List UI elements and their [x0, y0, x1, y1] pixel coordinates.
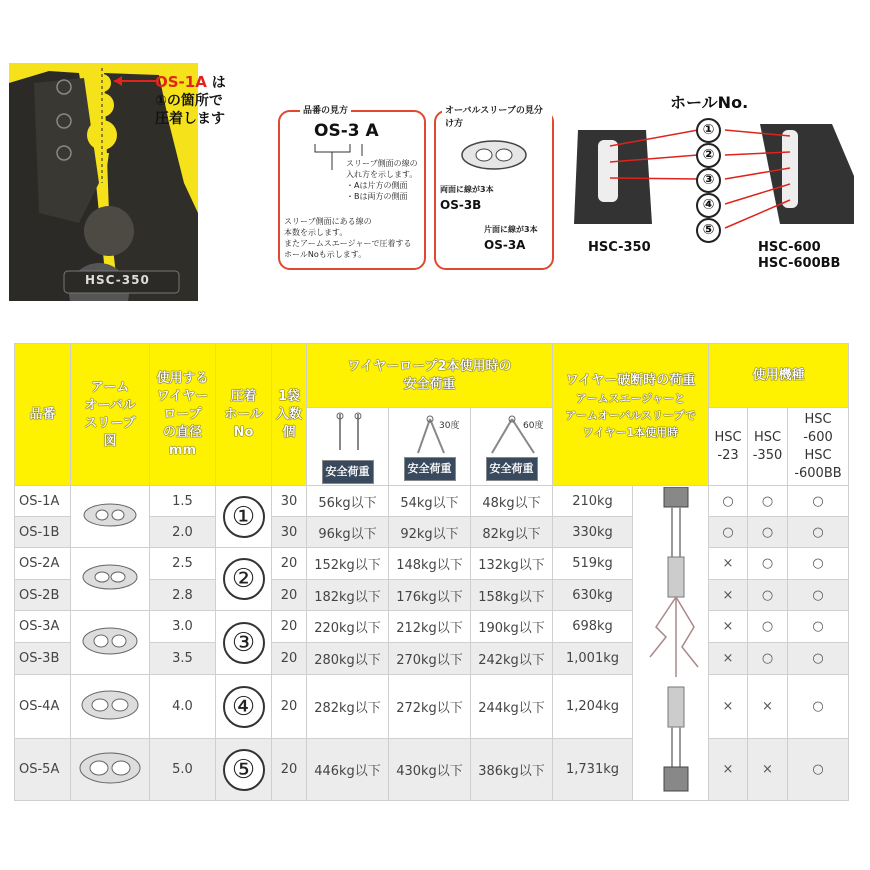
row-load-60: 244kg以下: [471, 675, 553, 739]
row-load-0: 446kg以下: [307, 739, 389, 801]
row-machine-3: ○: [788, 611, 849, 643]
oval-sleeve-icon: [78, 561, 142, 593]
row-machine-2: ○: [748, 580, 788, 611]
table-row: [15, 486, 849, 517]
hole-cell: [216, 739, 272, 801]
header-line: No: [233, 424, 254, 440]
header-line: 個: [282, 424, 296, 440]
header-line: 圧着: [230, 388, 257, 404]
row-name: OS-2B: [15, 580, 71, 611]
header-subline: アームスエージャーと: [575, 392, 686, 405]
row-break-load: 630kg: [553, 580, 633, 611]
header-line: ワイヤー破断時の荷重: [565, 373, 696, 388]
safe-load-badge: 安全荷重: [486, 457, 538, 481]
row-load-0: 282kg以下: [307, 675, 389, 739]
header-line: ワイヤーロープ2本使用時の: [347, 358, 512, 374]
angle-30-label: 30度: [439, 420, 460, 431]
row-machine-3: ○: [788, 548, 849, 580]
sleeve-figure: [71, 739, 150, 801]
row-diameter: 2.8: [150, 580, 216, 611]
angle-60-label: 60度: [523, 420, 544, 431]
hole-diagram-title: ホールNo.: [670, 93, 749, 112]
wire-rope-icon: [636, 487, 706, 795]
header-machine-1: [709, 408, 748, 486]
row-name: OS-1B: [15, 517, 71, 548]
header-safe-load: [307, 344, 553, 408]
code-base: OS-3: [314, 121, 360, 141]
sleeve-icon: [454, 130, 534, 180]
row-diameter: 5.0: [150, 739, 216, 801]
hole-number-2: ②: [696, 143, 721, 168]
single-side-code: OS-3A: [484, 238, 526, 252]
spec-table: [14, 343, 849, 801]
row-machine-3: ○: [788, 580, 849, 611]
row-name: OS-1A: [15, 486, 71, 517]
header-line: スリーブ: [84, 415, 136, 431]
safe-load-badge: 安全荷重: [322, 460, 374, 484]
row-machine-1: ×: [709, 580, 748, 611]
hole-number: ②: [223, 558, 265, 600]
row-load-60: 386kg以下: [471, 739, 553, 801]
table-row: [15, 739, 849, 801]
row-qty: 20: [272, 643, 307, 675]
row-load-60: 82kg以下: [471, 517, 553, 548]
row-machine-2: ○: [748, 548, 788, 580]
row-qty: 20: [272, 675, 307, 739]
header-line: HSC: [714, 429, 742, 445]
header-name: 品番: [15, 344, 71, 486]
hole-number-1: ①: [696, 118, 721, 143]
note-right-line: ・Bは両方の側面: [346, 192, 408, 201]
header-line: mm: [168, 442, 197, 458]
header-subline: ワイヤー1本使用時: [582, 426, 679, 439]
header-machine-2: [748, 408, 788, 486]
photo-callout: [155, 73, 250, 128]
hole-number: ⑤: [223, 749, 265, 791]
hole-number: ③: [223, 622, 265, 664]
row-load-0: 56kg以下: [307, 486, 389, 517]
row-load-30: 430kg以下: [389, 739, 471, 801]
row-break-load: 210kg: [553, 486, 633, 517]
hole-number: ④: [223, 686, 265, 728]
oval-sleeve-icon: [77, 687, 143, 723]
product-note-bottom: [284, 216, 424, 260]
row-load-0: 220kg以下: [307, 611, 389, 643]
row-machine-3: ○: [788, 643, 849, 675]
header-break-load: [553, 344, 709, 486]
hole-diagram: [570, 86, 860, 276]
row-load-0: 182kg以下: [307, 580, 389, 611]
header-machines: 使用機種: [709, 344, 849, 408]
row-break-load: 698kg: [553, 611, 633, 643]
row-load-30: 212kg以下: [389, 611, 471, 643]
row-machine-3: ○: [788, 486, 849, 517]
callout-code: OS-1A: [155, 73, 207, 91]
row-name: OS-3A: [15, 611, 71, 643]
hole-number: ①: [223, 496, 265, 538]
row-name: OS-3B: [15, 643, 71, 675]
row-machine-3: ○: [788, 517, 849, 548]
header-line: -350: [752, 447, 783, 463]
header-line: ロープ: [163, 406, 202, 422]
row-load-30: 148kg以下: [389, 548, 471, 580]
row-load-60: 242kg以下: [471, 643, 553, 675]
sleeve-figure: [71, 611, 150, 675]
header-line: -23: [717, 447, 739, 463]
load-figure-vertical: [307, 408, 389, 486]
row-load-0: 96kg以下: [307, 517, 389, 548]
header-qty: [272, 344, 307, 486]
row-machine-2: ○: [748, 517, 788, 548]
header-line: ホール: [224, 406, 263, 422]
header-line: オーバル: [84, 397, 136, 413]
header-sleeve-figure: [71, 344, 150, 486]
product-code-guide: [278, 106, 426, 270]
row-qty: 30: [272, 486, 307, 517]
single-side-label: 片面に線が3本: [484, 225, 538, 234]
row-machine-1: ×: [709, 675, 748, 739]
row-diameter: 4.0: [150, 675, 216, 739]
row-break-load: 1,731kg: [553, 739, 633, 801]
note-right-line: ・Aは片方の側面: [346, 181, 408, 190]
header-line: ワイヤー: [156, 388, 209, 404]
row-load-60: 132kg以下: [471, 548, 553, 580]
sleeve-figure: [71, 675, 150, 739]
row-load-30: 272kg以下: [389, 675, 471, 739]
row-machine-1: ○: [709, 517, 748, 548]
hole-cell: [216, 611, 272, 675]
oval-sleeve-icon: [76, 749, 144, 787]
row-machine-2: ○: [748, 643, 788, 675]
header-line: アーム: [90, 379, 130, 395]
row-machine-1: ×: [709, 548, 748, 580]
hole-cell: [216, 675, 272, 739]
row-load-30: 54kg以下: [389, 486, 471, 517]
callout-line2: ①の箇所で: [155, 93, 223, 109]
row-qty: 20: [272, 580, 307, 611]
vertical-sling-icon: [318, 410, 378, 454]
hole-number-3: ③: [696, 168, 721, 193]
row-break-load: 519kg: [553, 548, 633, 580]
row-break-load: 330kg: [553, 517, 633, 548]
row-machine-1: ○: [709, 486, 748, 517]
row-machine-2: ○: [748, 486, 788, 517]
both-sides-code: OS-3B: [440, 198, 482, 212]
oval-sleeve-icon: [78, 500, 142, 530]
header-machine-3: [788, 408, 849, 486]
tool-marking: HSC-350: [85, 273, 150, 287]
note-bottom-line: またアームスエージャーで圧着する: [284, 239, 412, 248]
code-letter: A: [365, 121, 379, 141]
row-break-load: 1,204kg: [553, 675, 633, 739]
row-qty: 20: [272, 739, 307, 801]
row-diameter: 3.0: [150, 611, 216, 643]
header-line: HSC: [753, 429, 782, 445]
row-break-load: 1,001kg: [553, 643, 633, 675]
table-row: [15, 548, 849, 580]
row-name: OS-2A: [15, 548, 71, 580]
row-diameter: 2.5: [150, 548, 216, 580]
row-machine-1: ×: [709, 611, 748, 643]
header-diameter: [150, 344, 216, 486]
header-line: 1袋: [277, 388, 301, 404]
row-machine-1: ×: [709, 739, 748, 801]
hole-cell: [216, 486, 272, 548]
row-load-0: 280kg以下: [307, 643, 389, 675]
safe-load-badge: 安全荷重: [404, 457, 456, 481]
header-line: -600BB: [794, 465, 842, 481]
oval-sleeve-icon: [78, 624, 142, 658]
row-load-0: 152kg以下: [307, 548, 389, 580]
row-diameter: 1.5: [150, 486, 216, 517]
sleeve-figure: [71, 486, 150, 548]
note-bottom-line: スリーブ側面にある線の: [284, 217, 372, 226]
row-load-60: 48kg以下: [471, 486, 553, 517]
header-line: -600: [803, 429, 833, 445]
row-load-30: 270kg以下: [389, 643, 471, 675]
row-diameter: 2.0: [150, 517, 216, 548]
row-qty: 20: [272, 548, 307, 580]
header-line: HSC: [804, 447, 832, 463]
table-row: [15, 675, 849, 739]
load-figure-30: [389, 408, 471, 486]
row-machine-3: ○: [788, 675, 849, 739]
row-load-60: 190kg以下: [471, 611, 553, 643]
row-diameter: 3.5: [150, 643, 216, 675]
sleeve-figure: [71, 548, 150, 611]
hole-cell: [216, 548, 272, 611]
row-machine-2: ×: [748, 675, 788, 739]
product-note-right: [346, 158, 424, 202]
callout-line3: 圧着します: [155, 111, 225, 127]
row-qty: 30: [272, 517, 307, 548]
note-bottom-line: ホールNoも示します。: [284, 250, 367, 259]
row-machine-1: ×: [709, 643, 748, 675]
header-line: の直径: [162, 424, 202, 440]
hole-number-4: ④: [696, 193, 721, 218]
sleeve-guide-title: オーバルスリーブの見分け方: [442, 103, 552, 129]
header-subline: アームオーバルスリーブで: [565, 409, 696, 422]
header-line: HSC: [804, 411, 832, 427]
row-machine-3: ○: [788, 739, 849, 801]
row-load-60: 158kg以下: [471, 580, 553, 611]
callout-suffix: は: [211, 75, 226, 91]
row-qty: 20: [272, 611, 307, 643]
tool-right-label-1: HSC-600: [758, 240, 821, 255]
row-load-30: 92kg以下: [389, 517, 471, 548]
row-load-30: 176kg以下: [389, 580, 471, 611]
note-right-line: スリーブ側面の線の: [346, 159, 418, 168]
row-name: OS-5A: [15, 739, 71, 801]
header-line: 入数: [275, 406, 302, 422]
wire-photo: [633, 486, 709, 801]
hole-number-5: ⑤: [696, 218, 721, 243]
load-figure-60: [471, 408, 553, 486]
header-hole: [216, 344, 272, 486]
product-code-example: [314, 121, 379, 141]
note-right-line: 入れ方を示します。: [346, 170, 418, 179]
header-line: 使用する: [156, 370, 209, 386]
tool-left-label: HSC-350: [588, 240, 651, 255]
row-machine-2: ○: [748, 611, 788, 643]
product-guide-title: 品番の見方: [300, 103, 351, 116]
both-sides-label: 両面に線が3本: [440, 185, 494, 194]
row-name: OS-4A: [15, 675, 71, 739]
table-row: [15, 611, 849, 643]
note-bottom-line: 本数を示します。: [284, 228, 348, 237]
header-line: 安全荷重: [403, 376, 456, 392]
sleeve-guide: [434, 106, 554, 270]
header-line: 図: [103, 433, 117, 449]
tool-right-label-2: HSC-600BB: [758, 256, 841, 271]
row-machine-2: ×: [748, 739, 788, 801]
